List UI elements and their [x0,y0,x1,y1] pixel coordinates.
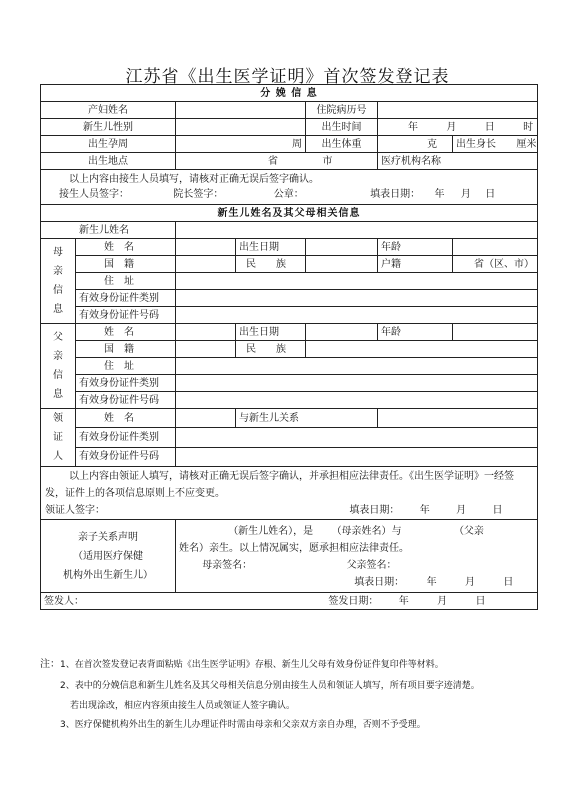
birth-length-label: 出生身长 [456,138,496,150]
institution-field[interactable] [378,153,538,170]
institution-label: 医疗机构名称 [381,155,441,167]
baby-sex-label: 新生儿性别 [41,119,176,136]
parentage-text-b: （母亲姓名）与 [331,526,402,537]
issue-year: 年 [398,595,409,607]
receiver-fill-month: 月 [456,505,467,516]
gest-week-field[interactable] [176,136,306,153]
parentage-declaration[interactable] [176,520,538,593]
receiver-id-no-label: 有效身份证件号码 [76,447,176,466]
parentage-fill-year: 年 [426,577,437,588]
mother-id-no-field[interactable] [176,307,538,324]
receiver-group-text: 领证人 [53,413,63,462]
mother-name-row-label: 姓 名 [76,239,176,256]
father-id-no-label: 有效身份证件号码 [76,392,176,409]
receiver-name-field[interactable] [176,409,236,428]
year-unit: 年 [408,121,418,133]
mother-fullname-field[interactable] [176,239,236,256]
midwife-confirm-cell [41,170,538,205]
registration-form-table [40,84,538,610]
fill-date-month: 月 [460,189,471,200]
father-nationality-label: 国 籍 [76,341,176,358]
parentage-label-line2: （适用医疗保健 [73,550,143,562]
fill-date-label: 填表日期： [370,189,421,200]
receiver-id-type-field[interactable] [176,428,538,447]
receiver-fill-year: 年 [419,505,430,516]
mother-nationality-field[interactable] [176,256,236,273]
parentage-text-a: （新生儿姓名），是 [228,526,314,537]
parentage-fill-month: 月 [464,577,475,588]
note-1: 1、在首次签发登记表背面粘贴《出生医学证明》存根、新生儿父母有效身份证件复印件等材料。 [60,660,444,670]
mother-ethnic-field[interactable] [306,256,378,273]
parentage-fill-date-label: 填表日期： [354,577,405,588]
parentage-text-d: 姓名）亲生。以上情况属实，愿承担相应法律责任。 [179,543,409,554]
mother-id-no-label: 有效身份证件号码 [76,307,176,324]
father-ethnic-label: 民 族 [236,341,306,358]
receiver-group-label [41,409,76,467]
receiver-name-label: 姓 名 [76,409,176,428]
section-delivery-header: 分 娩 信 息 [41,85,538,102]
midwife-confirm-text: 以上内容由接生人员填写，请核对正确无误后签字确认。 [69,174,319,185]
director-sign-label: 院长签字： [173,189,224,200]
gram-unit: 克 [427,138,437,150]
mother-address-label: 住 址 [76,273,176,290]
father-address-field[interactable] [176,358,538,375]
mother-age-field[interactable] [453,239,538,256]
father-nationality-field[interactable] [176,341,236,358]
issuer-label: 签发人： [44,595,84,607]
birth-time-field[interactable] [378,119,538,136]
birth-place-field[interactable] [176,153,378,170]
birth-weight-label: 出生体重 [306,136,378,153]
father-dob-label: 出生日期 [236,324,306,341]
note-3: 3、医疗保健机构外出生的新生儿办理证件时需由母亲和父亲双方亲自办理，否则不予受理。 [60,720,426,730]
mother-id-type-label: 有效身份证件类别 [76,290,176,307]
father-age-label: 年龄 [378,324,453,341]
seal-label: 公章： [273,189,304,200]
issue-date-label: 签发日期： [328,595,379,607]
father-fullname-field[interactable] [176,324,236,341]
mother-hukou-field[interactable]: 省（区、市） [453,256,538,273]
fill-date-year: 年 [434,189,445,200]
mother-group-text: 母亲信息 [53,247,63,315]
receiver-fill-date-label: 填表日期： [349,505,400,516]
father-name-row-label: 姓 名 [76,324,176,341]
birth-place-label: 出生地点 [41,153,176,170]
parentage-fill-day: 日 [503,577,514,588]
baby-sex-field[interactable] [176,119,306,136]
mother-group-label [41,239,76,324]
receiver-fill-day: 日 [492,505,503,516]
mother-dob-field[interactable] [306,239,378,256]
section-parents-header: 新生儿姓名及其父母相关信息 [41,205,538,222]
mother-dob-label: 出生日期 [236,239,306,256]
receiver-confirm-cell [41,467,538,520]
hour-unit: 时 [523,121,534,133]
mother-id-type-field[interactable] [176,290,538,307]
gest-week-label: 出生孕周 [41,136,176,153]
father-age-field[interactable] [453,324,538,341]
mother-hukou-label: 户籍 [378,256,453,273]
birth-length-field[interactable] [453,136,538,153]
province-unit: 省 [268,155,278,167]
baby-name-label: 新生儿姓名 [41,222,176,239]
receiver-sign-label: 领证人签字： [45,505,105,516]
week-unit: 周 [292,138,302,150]
receiver-relation-label: 与新生儿关系 [236,409,378,428]
father-id-no-field[interactable] [176,392,538,409]
form-title: 江苏省《出生医学证明》首次签发登记表 [125,67,450,87]
birth-time-label: 出生时间 [306,119,378,136]
father-id-type-field[interactable] [176,375,538,392]
mother-ethnic-label: 民 族 [236,256,306,273]
issuer-row[interactable] [41,593,538,610]
mother-sign-label: 母亲签名： [202,560,253,571]
record-no-field[interactable] [378,102,538,119]
father-dob-field[interactable] [306,324,378,341]
father-address-label: 住 址 [76,358,176,375]
day-unit: 日 [484,121,495,133]
parentage-label [41,520,176,593]
note-2-continued: 若出现涂改，相应内容须由接生人员或领证人签字确认。 [70,701,296,711]
receiver-relation-field[interactable] [378,409,538,428]
month-unit: 月 [446,121,457,133]
mother-address-field[interactable] [176,273,538,290]
mother-age-label: 年龄 [378,239,453,256]
cm-unit: 厘米 [516,138,537,150]
receiver-id-no-field[interactable] [176,447,538,466]
note-2: 2、表中的分娩信息和新生儿姓名及其父母相关信息分别由接生人员和领证人填写，所有项目要字迹清楚。 [60,681,480,691]
mother-name-label: 产妇姓名 [41,102,176,119]
fill-date-day: 日 [485,189,496,200]
issue-month: 月 [437,595,448,607]
father-sign-label: 父亲签名： [346,560,397,571]
mother-nationality-label: 国 籍 [76,256,176,273]
father-id-type-label: 有效身份证件类别 [76,375,176,392]
notes-label: 注： [40,659,60,670]
city-unit: 市 [322,155,333,167]
parentage-text-c: （父亲 [453,526,484,537]
record-no-label: 住院病历号 [306,102,378,119]
birth-weight-field[interactable] [378,136,453,153]
father-group-text: 父亲信息 [53,332,63,400]
parentage-label-line1: 亲子关系声明 [78,531,138,543]
receiver-confirm-text: 以上内容由领证人填写，请核对正确无误后签字确认，并承担相应法律责任。《出生医学证明》一经签发，证件上的各项信息原则上不应变更。 [45,471,514,499]
receiver-id-type-label: 有效身份证件类别 [76,428,176,447]
mother-name-field[interactable] [176,102,306,119]
baby-name-field[interactable] [176,222,538,239]
issue-day: 日 [475,595,486,607]
father-ethnic-field[interactable] [306,341,538,358]
father-group-label [41,324,76,409]
parentage-label-line3: 机构外出生新生儿） [63,569,153,581]
midwife-sign-label: 接生人员签字： [59,189,129,200]
